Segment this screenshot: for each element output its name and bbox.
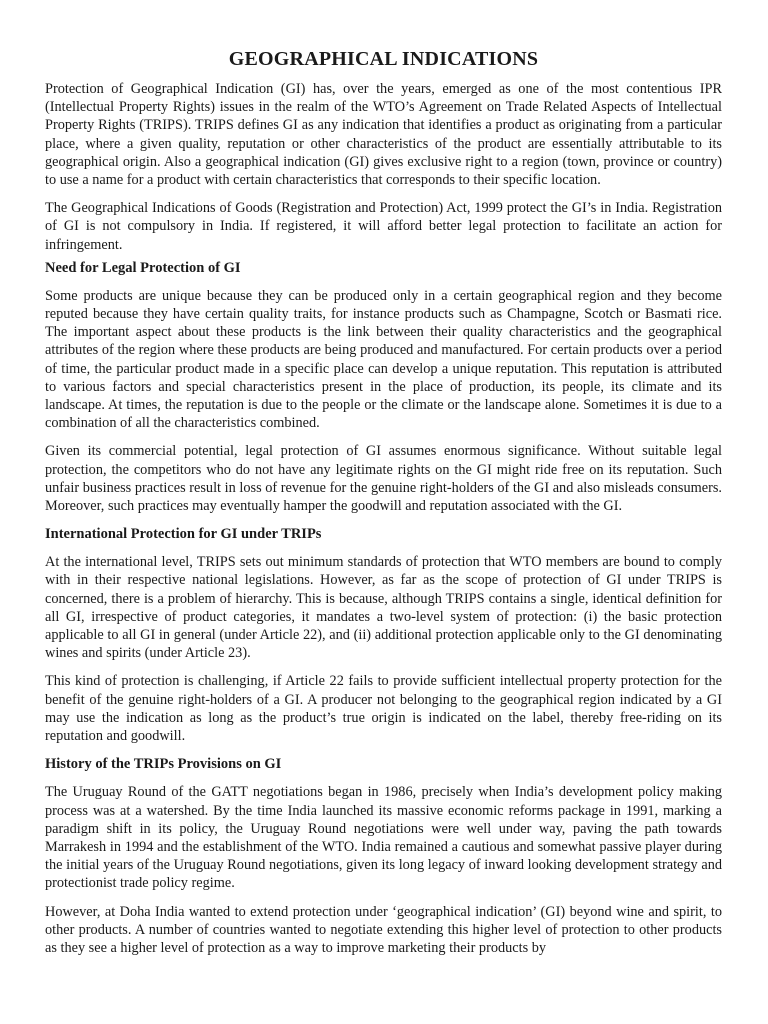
paragraph-unique-products: Some products are unique because they can be produced only in a certain geographical region and they become reputed because they have certain quality traits, for instance products such as Champagne, Scotch or Basmati rice. The important aspect about these products is the link between their quality characteristics and the geographical attributes of the region where these products are being produced and manufactured. For certain products over a period of time, the particular product made in a specific place can develop a unique reputation. This reputation is attributed to various factors and special characteristics present in the place of production, its people, its climate and its landscape. At times, the reputation is due to the people or the climate or the landscape alone. Sometimes it is due to a combination of all the characteristics combined. <box>45 287 722 432</box>
paragraph-article-22: This kind of protection is challenging, if Article 22 fails to provide sufficient intellectual property protection for the benefit of the genuine right-holders of a GI. A producer not belonging to the geographical region indicated by a GI may use the indication as long as the product’s true origin is indicated on the label, thereby free-riding on its reputation and goodwill. <box>45 673 722 745</box>
document-title: GEOGRAPHICAL INDICATIONS <box>228 48 539 70</box>
paragraph-act: The Geographical Indications of Goods (Registration and Protection) Act, 1999 protect the GI’s in India. Registration of GI is not compulsory in India. If registered, it will afford better legal protection to facilitate an action for infringement. <box>45 200 722 253</box>
paragraph-uruguay-round: The Uruguay Round of the GATT negotiations began in 1986, precisely when India’s development policy making process was at a watershed. By the time India launched its massive economic reforms package in 1991, marking a paradigm shift in its policy, the Uruguay Round negotiations were well under way, paving the path towards Marrakesh in 1994 and the establishment of the WTO. India remained a cautious and somewhat passive player during the initial years of the Uruguay Round negotiations, given its long legacy of inward looking development strategy and protectionist trade policy regime. <box>45 784 722 892</box>
heading-international-protection: International Protection for GI under TRIPs <box>45 526 322 543</box>
paragraph-trips-standards: At the international level, TRIPS sets out minimum standards of protection that WTO members are bound to comply with in their respective national legislations. However, as far as the scope of protection of GI under TRIPS is concerned, there is a problem of hierarchy. This is because, although TRIPS contains a single, identical definition for all GI, irrespective of product categories, it mandates a two-level system of protection: (i) the basic protection applicable to all GI in general (under Article 22), and (ii) additional protection applicable only to the GI denominating wines and spirits (under Article 23). <box>45 554 722 662</box>
heading-history-trips: History of the TRIPs Provisions on GI <box>45 756 282 773</box>
paragraph-doha: However, at Doha India wanted to extend protection under ‘geographical indication’ (GI) beyond wine and spirit, to other products. A number of countries wanted to negotiate extending this higher level of protection to other products as they see a higher level of protection as a way to improve marketing their products by <box>45 903 722 956</box>
paragraph-intro: Protection of Geographical Indication (GI) has, over the years, emerged as one of the most contentious IPR (Intellectual Property Rights) issues in the realm of the WTO’s Agreement on Trade Related Aspects of Intellectual Property Rights (TRIPS). TRIPS defines GI as any indication that identifies a product as originating from a particular place, where a given quality, reputation or other characteristics of the product are essentially attributable to its geographical origin. Also a geographical indication (GI) gives exclusive right to a region (town, province or country) to use a name for a product with certain characteristics that corresponds to their specific location. <box>45 81 722 189</box>
paragraph-commercial-potential: Given its commercial potential, legal protection of GI assumes enormous significance. Without suitable legal protection, the competitors who do not have any legitimate rights on the GI might ride free on its reputation. Such unfair business practices result in loss of revenue for the genuine right-holders of the GI and also misleads consumers. Moreover, such practices may eventually hamper the goodwill and reputation associated with the GI. <box>45 443 722 515</box>
heading-need-legal-protection: Need for Legal Protection of GI <box>45 259 241 276</box>
document-page <box>45 44 722 967</box>
